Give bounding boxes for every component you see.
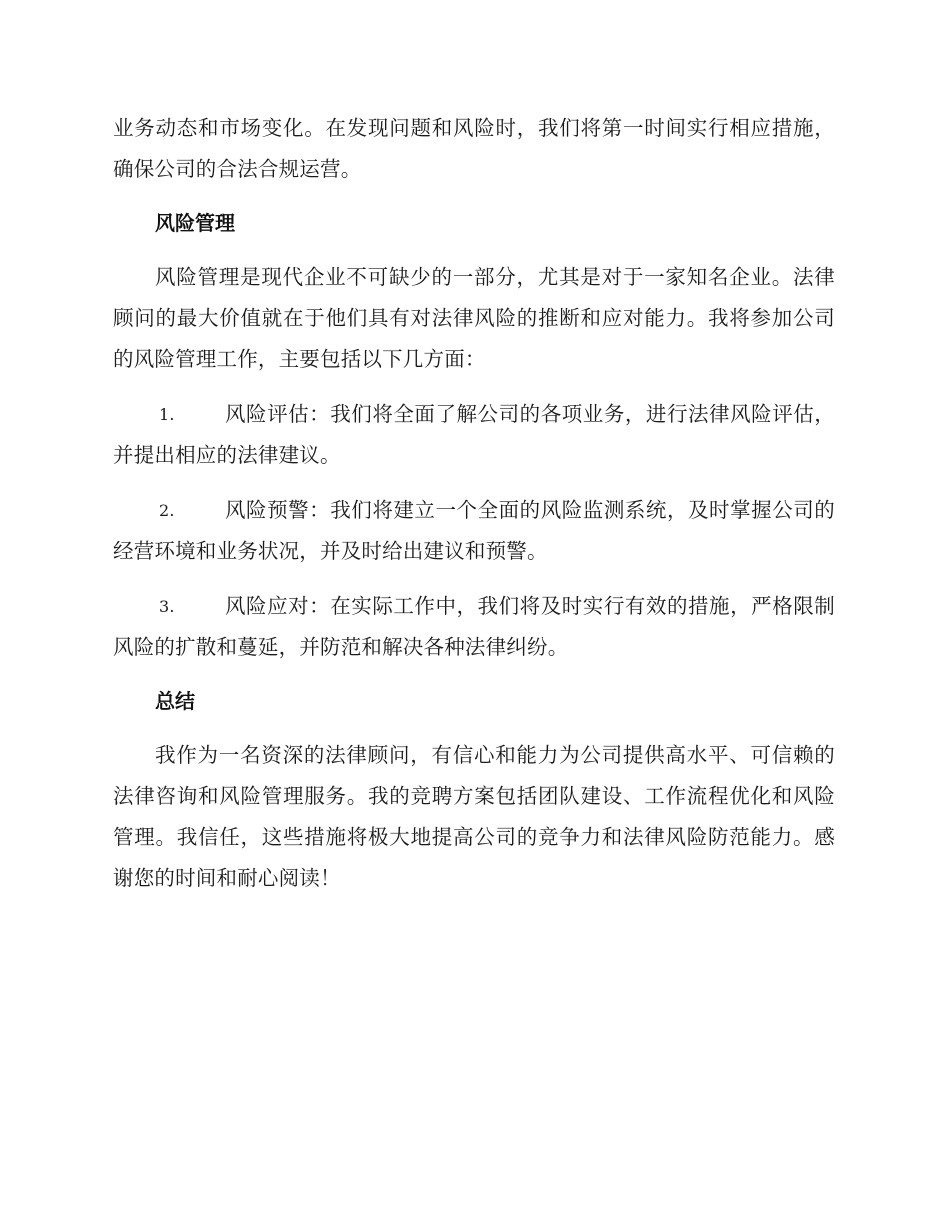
risk-list-item [113, 490, 835, 572]
list-item-text: 风险评估：我们将全面了解公司的各项业务，进行法律风险评估，并提出相应的法律建议。 [113, 402, 835, 467]
list-item-text: 风险应对：在实际工作中，我们将及时实行有效的措施，严格限制风险的扩散和蔓延，并防范和解决各种法律纠纷。 [113, 594, 835, 659]
list-number: 3. [159, 597, 175, 616]
risk-management-heading: 风险管理 [155, 211, 235, 235]
intro-continuation-paragraph: 业务动态和市场变化。在发现问题和风险时，我们将第一时间实行相应措施，确保公司的合法合规运营。 [113, 116, 835, 181]
list-number: 2. [159, 501, 175, 520]
document-page [113, 108, 835, 899]
risk-intro-paragraph: 风险管理是现代企业不可缺少的一部分，尤其是对于一家知名企业。法律顾问的最大价值就在于他们具有对法律风险的推断和应对能力。我将参加公司的风险管理工作，主要包括以下几方面： [113, 265, 835, 371]
risk-list-item [113, 394, 835, 476]
summary-heading: 总结 [155, 689, 195, 713]
risk-list-item [113, 586, 835, 668]
list-item-text: 风险预警：我们将建立一个全面的风险监测系统，及时掌握公司的经营环境和业务状况，并及时给出建议和预警。 [113, 498, 835, 563]
summary-paragraph: 我作为一名资深的法律顾问，有信心和能力为公司提供高水平、可信赖的法律咨询和风险管理服务。我的竞聘方案包括团队建设、工作流程优化和风险管理。我信任，这些措施将极大地提高公司的竞争力和法律风险防范能力。感谢您的时间和耐心阅读！ [113, 743, 835, 890]
list-number: 1. [159, 405, 175, 424]
